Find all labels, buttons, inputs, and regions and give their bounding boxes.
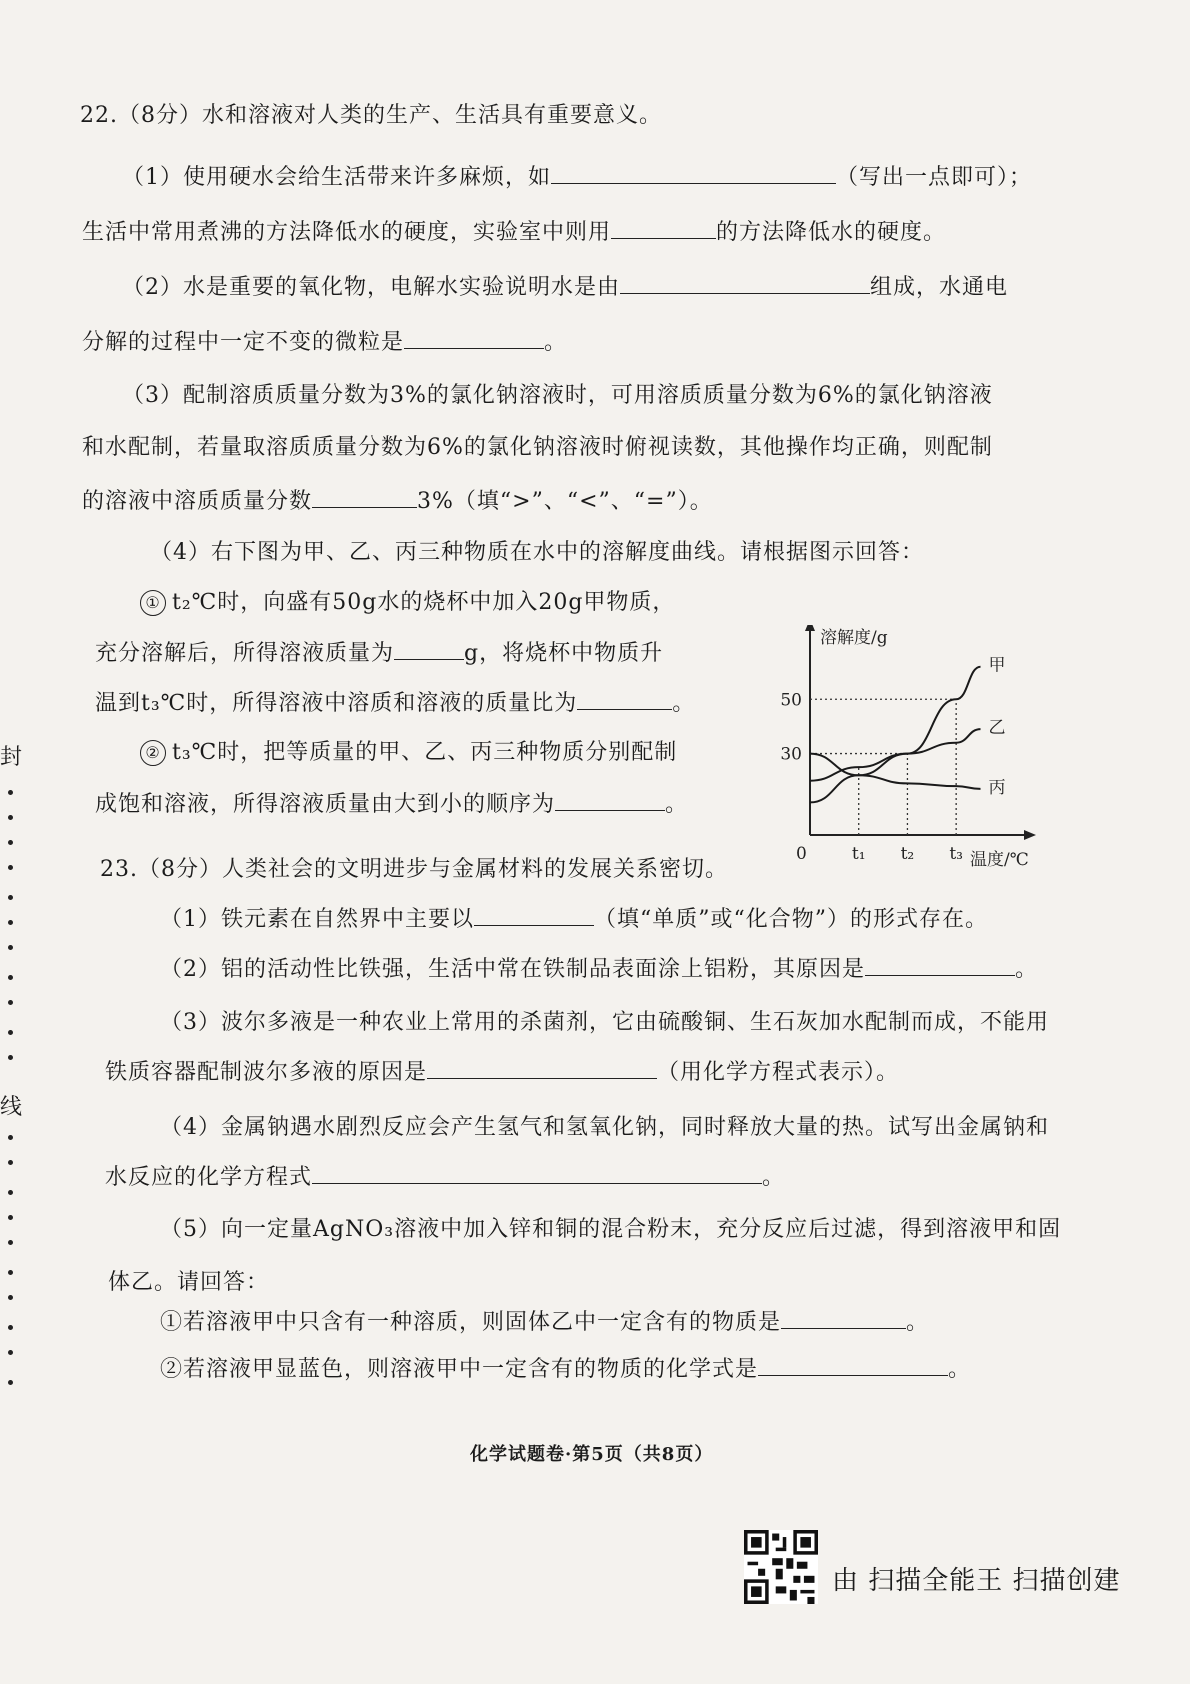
answer-blank[interactable] xyxy=(474,907,594,926)
q22-part2-line1 xyxy=(122,270,1008,301)
q23-p1b: （填“单质”或“化合物”）的形式存在。 xyxy=(594,907,988,932)
margin-dot xyxy=(8,1295,13,1300)
margin-dot xyxy=(8,865,13,870)
answer-blank[interactable] xyxy=(312,1165,762,1184)
q22-s1c: g，将烧杯中物质升 xyxy=(464,641,664,666)
sub-question-mark: ① xyxy=(140,590,166,616)
series-line-丙 xyxy=(810,754,981,789)
q22-part1-line1 xyxy=(122,160,1032,191)
q22-s1a: t₂℃时，向盛有50g水的烧杯中加入20g甲物质， xyxy=(172,590,676,615)
q22-sub1-line3 xyxy=(95,686,695,717)
q23-header: 23.（8分）人类社会的文明进步与金属材料的发展关系密切。 xyxy=(100,857,728,882)
margin-dot xyxy=(8,1380,13,1385)
answer-blank[interactable] xyxy=(758,1357,948,1376)
q22-part4-intro: （4）右下图为甲、乙、丙三种物质在水中的溶解度曲线。请根据图示回答： xyxy=(150,540,924,565)
x-tick-label: t₁ xyxy=(851,844,866,864)
q22-part3-line1: （3）配制溶质质量分数为3%的氯化钠溶液时，可用溶质质量分数为6%的氯化钠溶液 xyxy=(122,383,993,408)
y-axis-arrow xyxy=(805,625,815,631)
margin-label-line: 线 xyxy=(0,1095,23,1120)
q22-p2b: 组成，水通电 xyxy=(870,275,1009,300)
origin-label: 0 xyxy=(796,844,807,864)
margin-dot xyxy=(8,1270,13,1275)
q23-part3-line2 xyxy=(105,1055,899,1086)
answer-blank[interactable] xyxy=(611,220,716,239)
q22-p2c: 分解的过程中一定不变的微粒是 xyxy=(82,330,405,355)
q22-s1e: 。 xyxy=(672,691,696,716)
q23-p4c: 。 xyxy=(762,1165,786,1190)
x-axis-label: 温度/℃ xyxy=(970,850,1029,870)
q23-p5d: 。 xyxy=(906,1310,930,1335)
margin-dot xyxy=(8,920,13,925)
q22-s1b: 充分溶解后，所得溶液质量为 xyxy=(95,641,395,666)
q22-header: 22.（8分）水和溶液对人类的生产、生活具有重要意义。 xyxy=(80,103,662,128)
answer-blank[interactable] xyxy=(577,691,672,710)
q23-p5e: ②若溶液甲显蓝色，则溶液甲中一定含有的物质的化学式是 xyxy=(160,1357,759,1382)
x-tick-label: t₃ xyxy=(949,844,963,864)
q23-p3b: 铁质容器配制波尔多液的原因是 xyxy=(105,1060,428,1085)
y-tick-label: 50 xyxy=(780,690,802,711)
q22-s2c: 。 xyxy=(665,792,689,817)
q23-part4-line1: （4）金属钠遇水剧烈反应会产生氢气和氢氧化钠，同时释放大量的热。试写出金属钠和 xyxy=(160,1115,1049,1140)
answer-blank[interactable] xyxy=(865,957,1015,976)
q22-p3c: 的溶液中溶质质量分数 xyxy=(82,489,313,514)
margin-label-seal: 封 xyxy=(0,745,23,770)
q23-p3c: （用化学方程式表示）。 xyxy=(657,1060,900,1085)
x-axis-arrow xyxy=(1024,830,1036,840)
q23-p2a: （2）铝的活动性比铁强，生活中常在铁制品表面涂上铝粉，其原因是 xyxy=(160,957,865,982)
margin-dot xyxy=(8,1325,13,1330)
answer-blank[interactable] xyxy=(620,275,870,294)
y-axis-label: 溶解度/g xyxy=(820,628,888,648)
answer-blank[interactable] xyxy=(404,330,544,349)
q23-p2b: 。 xyxy=(1015,957,1039,982)
margin-dot xyxy=(8,1135,13,1140)
answer-blank[interactable] xyxy=(427,1060,657,1079)
sub-question-mark: ② xyxy=(140,740,166,766)
q23-p5c: ①若溶液甲中只含有一种溶质，则固体乙中一定含有的物质是 xyxy=(160,1310,782,1335)
q23-part5-sub1 xyxy=(160,1305,929,1336)
q23-part3-line1: （3）波尔多液是一种农业上常用的杀菌剂，它由硫酸铜、生石灰加水配制而成，不能用 xyxy=(160,1010,1049,1035)
answer-blank[interactable] xyxy=(551,165,836,184)
q22-p1d: 的方法降低水的硬度。 xyxy=(716,220,947,245)
q22-sub2-line1 xyxy=(140,735,677,766)
q22-s2a: t₃℃时，把等质量的甲、乙、丙三种物质分别配制 xyxy=(172,740,678,765)
q22-sub1-line2 xyxy=(95,636,663,667)
x-tick-label: t₂ xyxy=(900,844,915,864)
margin-dot xyxy=(8,975,13,980)
margin-dot xyxy=(8,1240,13,1245)
margin-dot xyxy=(8,945,13,950)
answer-blank[interactable] xyxy=(312,489,417,508)
q22-part3-line2: 和水配制，若量取溶质质量分数为6%的氯化钠溶液时俯视读数，其他操作均正确，则配制 xyxy=(82,435,993,460)
page-footer: 化学试题卷·第5页（共8页） xyxy=(470,1444,714,1465)
q22-p2d: 。 xyxy=(544,330,568,355)
q22-sub2-line2 xyxy=(95,787,688,818)
margin-dot xyxy=(8,1030,13,1035)
q22-s1d: 温到t₃℃时，所得溶液中溶质和溶液的质量比为 xyxy=(95,691,578,716)
q23-p4b: 水反应的化学方程式 xyxy=(105,1165,313,1190)
q23-part5-line2: 体乙。请回答： xyxy=(108,1270,270,1295)
q23-part5-line1: （5）向一定量AgNO₃溶液中加入锌和铜的混合粉末，充分反应后过滤，得到溶液甲和固 xyxy=(160,1217,1062,1242)
series-line-乙 xyxy=(810,729,981,781)
q22-part1-line2 xyxy=(82,215,946,246)
y-tick-label: 30 xyxy=(780,744,802,765)
q22-p2a: （2）水是重要的氧化物，电解水实验说明水是由 xyxy=(122,275,620,300)
q22-s2b: 成饱和溶液，所得溶液质量由大到小的顺序为 xyxy=(95,792,556,817)
q23-part4-line2 xyxy=(105,1160,785,1191)
margin-dot xyxy=(8,1160,13,1165)
series-label: 丙 xyxy=(988,777,1006,798)
q22-sub1-line1 xyxy=(140,585,675,616)
margin-dot xyxy=(8,1000,13,1005)
q23-p5f: 。 xyxy=(948,1357,972,1382)
q22-part3-line3 xyxy=(82,484,713,515)
answer-blank[interactable] xyxy=(394,641,464,660)
q22-p1b: （写出一点即可）； xyxy=(836,165,1033,190)
margin-dot xyxy=(8,815,13,820)
qr-code-icon xyxy=(744,1530,818,1604)
answer-blank[interactable] xyxy=(781,1310,906,1329)
q22-p1a: （1）使用硬水会给生活带来许多麻烦，如 xyxy=(122,165,551,190)
margin-dot xyxy=(8,790,13,795)
q23-part1 xyxy=(160,902,988,933)
answer-blank[interactable] xyxy=(555,792,665,811)
series-label: 乙 xyxy=(988,718,1006,739)
scanner-watermark: 由 扫描全能王 扫描创建 xyxy=(832,1566,1121,1596)
margin-dot xyxy=(8,1350,13,1355)
q22-p1c: 生活中常用煮沸的方法降低水的硬度，实验室中则用 xyxy=(82,220,612,245)
solubility-chart xyxy=(770,625,1060,875)
q22-part2-line2 xyxy=(82,325,567,356)
margin-dot xyxy=(8,1190,13,1195)
q22-p3d: 3%（填“>”、“<”、“=”）。 xyxy=(417,489,713,514)
q23-p1a: （1）铁元素在自然界中主要以 xyxy=(160,907,474,932)
q23-part5-sub2 xyxy=(160,1352,971,1383)
series-label: 甲 xyxy=(988,655,1006,676)
margin-dot xyxy=(8,840,13,845)
q23-part2 xyxy=(160,952,1038,983)
margin-dot xyxy=(8,1215,13,1220)
margin-dot xyxy=(8,895,13,900)
margin-dot xyxy=(8,1055,13,1060)
